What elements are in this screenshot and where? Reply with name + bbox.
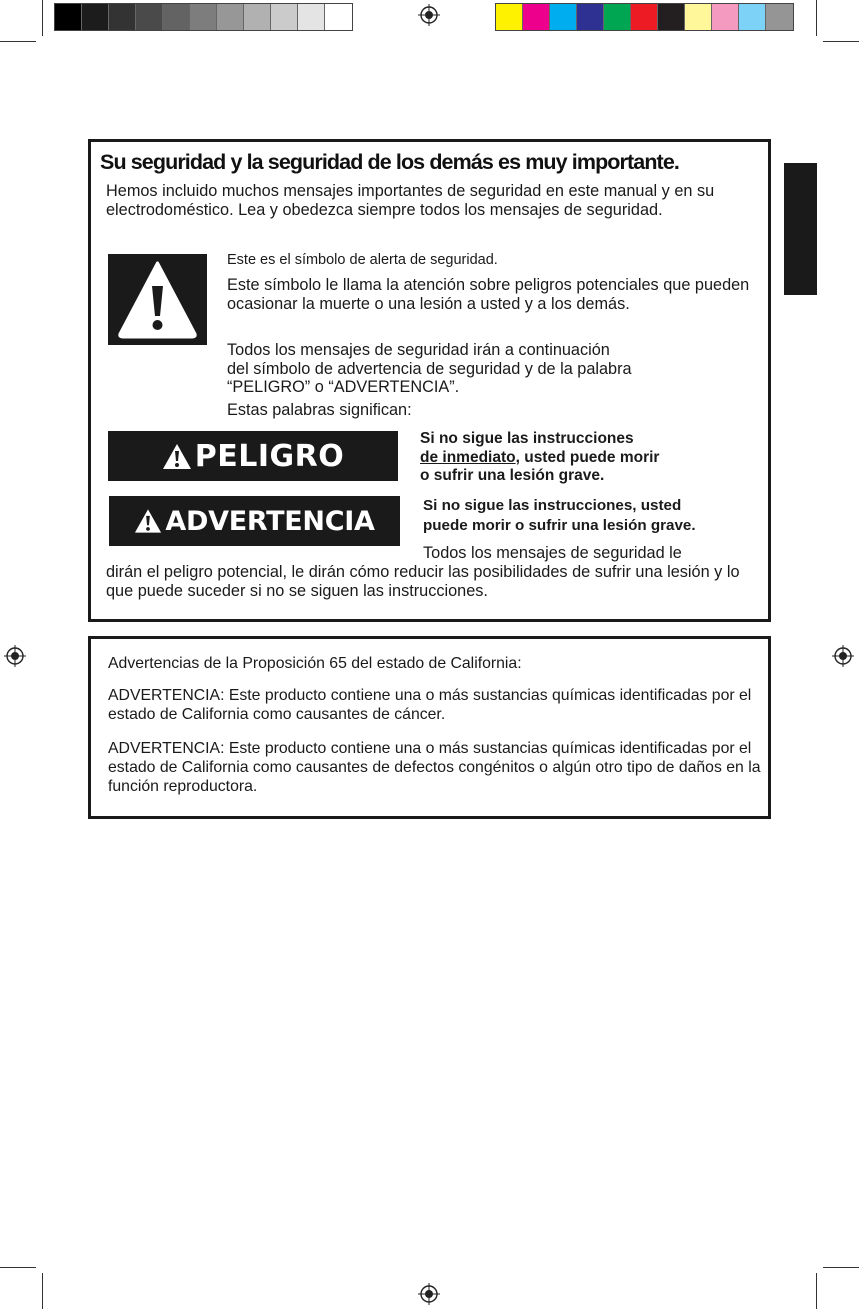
color-swatch <box>577 4 604 30</box>
section-tab-marker <box>784 163 817 295</box>
gray-swatch <box>190 4 217 30</box>
messages-line-2: del símbolo de advertencia de seguridad y de la palabra <box>227 359 632 378</box>
safety-alert-triangle-icon <box>117 260 198 339</box>
warning-signal-panel <box>109 496 400 546</box>
crop-mark-tl-h <box>0 41 36 42</box>
danger-line-1: Si no sigue las instrucciones <box>420 430 634 447</box>
crop-mark-tr-v <box>816 0 817 36</box>
color-swatch <box>685 4 712 30</box>
symbol-explanation: Este símbolo le llama la atención sobre peligros potenciales que pueden ocasionar la muerte o una lesión a usted y a los demás. <box>227 276 750 313</box>
gray-swatch-bar <box>54 3 353 31</box>
gray-swatch <box>82 4 109 30</box>
prop65-box <box>88 636 771 819</box>
danger-signal-panel <box>108 431 398 481</box>
safety-alert-symbol <box>108 254 207 345</box>
color-swatch-bar <box>495 3 794 31</box>
gray-swatch <box>271 4 298 30</box>
color-swatch <box>739 4 766 30</box>
crop-mark-tr-h <box>823 41 859 42</box>
danger-underlined-text: de inmediato <box>420 448 516 466</box>
color-swatch <box>712 4 739 30</box>
crop-mark-bl-v <box>42 1273 43 1309</box>
color-swatch <box>496 4 523 30</box>
crop-mark-br-h <box>823 1267 859 1268</box>
closing-line-1: Todos los mensajes de seguridad le <box>423 544 682 562</box>
gray-swatch <box>298 4 325 30</box>
danger-line-2 <box>420 449 659 468</box>
warning-label: ADVERTENCIA <box>165 505 375 537</box>
safety-intro: Hemos incluido muchos mensajes importantes de seguridad en este manual y en su electrodoméstico. Lea y obedezca siempre todos los mensajes de seguridad. <box>106 182 715 219</box>
prop65-warning-reproductive: ADVERTENCIA: Este producto contiene una o más sustancias químicas identificadas por el estado de California como causantes de defectos congénitos o algún otro tipo de daños en la función reproductora. <box>108 740 761 795</box>
danger-description <box>420 430 659 486</box>
messages-line-3: “PELIGRO” o “ADVERTENCIA”. <box>227 378 460 396</box>
gray-swatch <box>217 4 244 30</box>
safety-headline: Su seguridad y la seguridad de los demás es muy importante. <box>100 150 679 174</box>
registration-mark-icon <box>418 4 440 26</box>
alert-triangle-icon <box>162 443 192 470</box>
alert-triangle-icon <box>134 508 162 534</box>
registration-mark-icon <box>832 645 854 667</box>
crop-mark-bl-h <box>0 1267 36 1268</box>
closing-text: dirán el peligro potencial, le dirán cómo reducir las posibilidades de sufrir una lesión y lo que puede suceder si no se siguen las instrucciones. <box>106 563 740 600</box>
color-swatch <box>631 4 658 30</box>
gray-swatch <box>325 4 352 30</box>
gray-swatch <box>109 4 136 30</box>
symbol-caption: Este es el símbolo de alerta de seguridad. <box>227 252 498 268</box>
prop65-warning-cancer: ADVERTENCIA: Este producto contiene una o más sustancias químicas identificadas por el estado de California como causantes de cáncer. <box>108 687 752 723</box>
registration-mark-icon <box>4 645 26 667</box>
color-swatch <box>523 4 550 30</box>
crop-mark-br-v <box>816 1273 817 1309</box>
color-swatch <box>604 4 631 30</box>
gray-swatch <box>244 4 271 30</box>
prop65-title: Advertencias de la Proposición 65 del estado de California: <box>108 655 522 672</box>
messages-line-1: Todos los mensajes de seguridad irán a continuación <box>227 341 610 359</box>
warning-line-2: puede morir o sufrir una lesión grave. <box>423 517 696 534</box>
color-swatch <box>550 4 577 30</box>
danger-line-3: o sufrir una lesión grave. <box>420 467 605 484</box>
safety-box <box>88 139 771 622</box>
gray-swatch <box>136 4 163 30</box>
words-meaning: Estas palabras significan: <box>227 401 412 419</box>
gray-swatch <box>55 4 82 30</box>
color-swatch <box>658 4 685 30</box>
crop-mark-tl-v <box>42 0 43 36</box>
gray-swatch <box>163 4 190 30</box>
registration-mark-icon <box>418 1283 440 1305</box>
danger-label: PELIGRO <box>194 438 345 474</box>
warning-description <box>423 496 696 536</box>
messages-explanation <box>227 341 767 397</box>
danger-line-2-rest: , usted puede morir <box>515 448 660 466</box>
color-swatch <box>766 4 793 30</box>
warning-line-1: Si no sigue las instrucciones, usted <box>423 497 682 514</box>
